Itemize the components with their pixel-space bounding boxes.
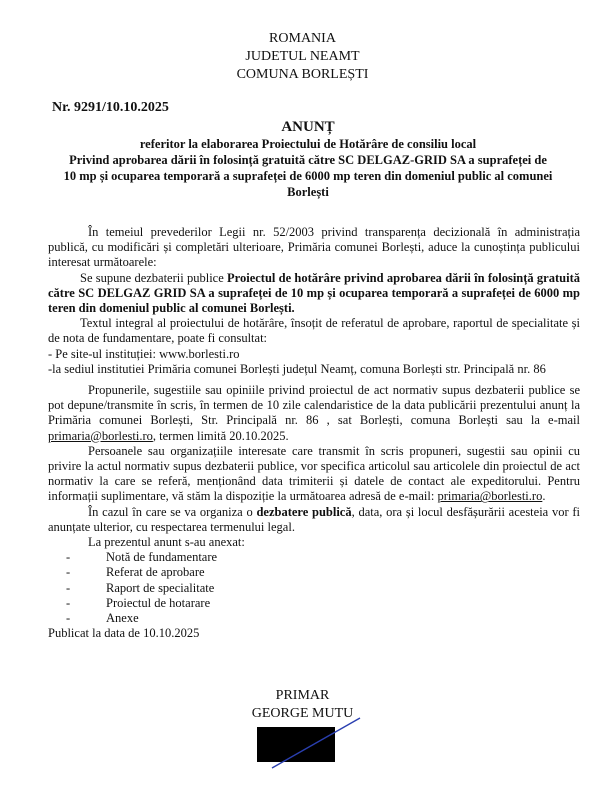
contact-text: Persoanele sau organizațiile interesate care transmit în scris propuneri, sugestii sau opinii cu privire la actul normativ supus dezbaterii publice, vor specifica articolul sau articolele din proiectul de act normativ la care se referă, menționând data trimiterii și datele de contact ale expeditorului. Pentru informații suplimentare, vă stăm la dispoziție la următoarea adresă de e-mail: <box>48 443 580 504</box>
title-line-3: Borlești <box>287 185 329 199</box>
paragraph-legal-basis: În temeiul prevederilor Legii nr. 52/2003 privind transparența decizională în administrația publică, cu modificări și completări ulterioare, Primăria comunei Borlești, aduce la cunoștința publicului interesat următoarele: <box>48 225 580 270</box>
debate-lead: În cazul în care se va organiza o <box>88 504 257 519</box>
header-county: JUDETUL NEAMT <box>245 49 360 64</box>
email-link-2[interactable]: primaria@borlesti.ro <box>437 489 543 504</box>
list-item: - Anexe <box>66 611 580 626</box>
registration-number: Nr. 9291/10.10.2025 <box>52 100 169 115</box>
header-commune: COMUNA BORLEȘTI <box>236 67 369 82</box>
title-line-2: 10 mp și ocuparea temporară a suprafeței de 6000 mp teren din domeniul public al comunei <box>63 169 553 183</box>
title-subtitle: referitor la elaborarea Proiectului de Hotărâre de consiliu local <box>139 137 477 151</box>
debate-rest: , data, ora și locul desfășurării acesteia vor fi anunțate ulterior, cu respectarea termenului legal. <box>48 504 580 534</box>
debate-bold: dezbatere publică <box>256 504 352 519</box>
signature-role: PRIMAR <box>275 688 330 703</box>
annex-intro: La prezentul anunt s-au anexat: <box>88 535 245 550</box>
list-item: - Notă de fundamentare <box>66 550 580 565</box>
list-item: - Raport de specialitate <box>66 581 580 596</box>
title-line-1: Privind aprobarea dării în folosință gratuită către SC DELGAZ-GRID SA a suprafeței de <box>69 153 547 167</box>
proposals-text: Propunerile, sugestiile sau opiniile privind proiectul de act normativ supus dezbaterii publice se pot depune/transmite în scris, în termen de 10 zile calendaristice de la data publicării prezentului anunț la Primăria comunei Borlești, Str. Principală nr. 86 , sat Borlești, comuna Borlești sau la e-mail <box>48 383 580 428</box>
contact-end: . <box>542 489 546 504</box>
seat-line: -la sediul institutiei Primăria comunei Borlești județul Neamț, comuna Borlești str. Principală nr. 86 <box>48 361 546 376</box>
proposals-deadline: , termen limită 20.10.2025. <box>152 428 289 443</box>
list-item: - Proiectul de hotarare <box>66 596 580 611</box>
project-lead: Se supune dezbaterii publice <box>80 270 228 285</box>
email-link[interactable]: primaria@borlesti.ro <box>48 428 153 443</box>
announcement-title: ANUNȚ <box>281 119 335 135</box>
published-date: Publicat la data de 10.10.2025 <box>48 626 200 641</box>
list-item: - Referat de aprobare <box>66 565 580 580</box>
signature-name: GEORGE MUTU <box>251 706 354 721</box>
header-country: ROMANIA <box>269 31 336 46</box>
paragraph-consultation: Textul integral al proiectului de hotărâre, însoțit de referatul de aprobare, raportul de specialitate și de nota de fundamentare, poate fi consultat: <box>48 316 580 346</box>
site-line: - Pe site-ul instituției: www.borlesti.ro <box>48 346 240 361</box>
project-title: Proiectul de hotărâre privind aprobarea dării în folosință gratuită către SC DELGAZ GRID SA a suprafeței de 10 mp și ocuparea temporară a suprafeței de 6000 mp teren din domeniul public al comunei Borlești. <box>48 270 580 316</box>
